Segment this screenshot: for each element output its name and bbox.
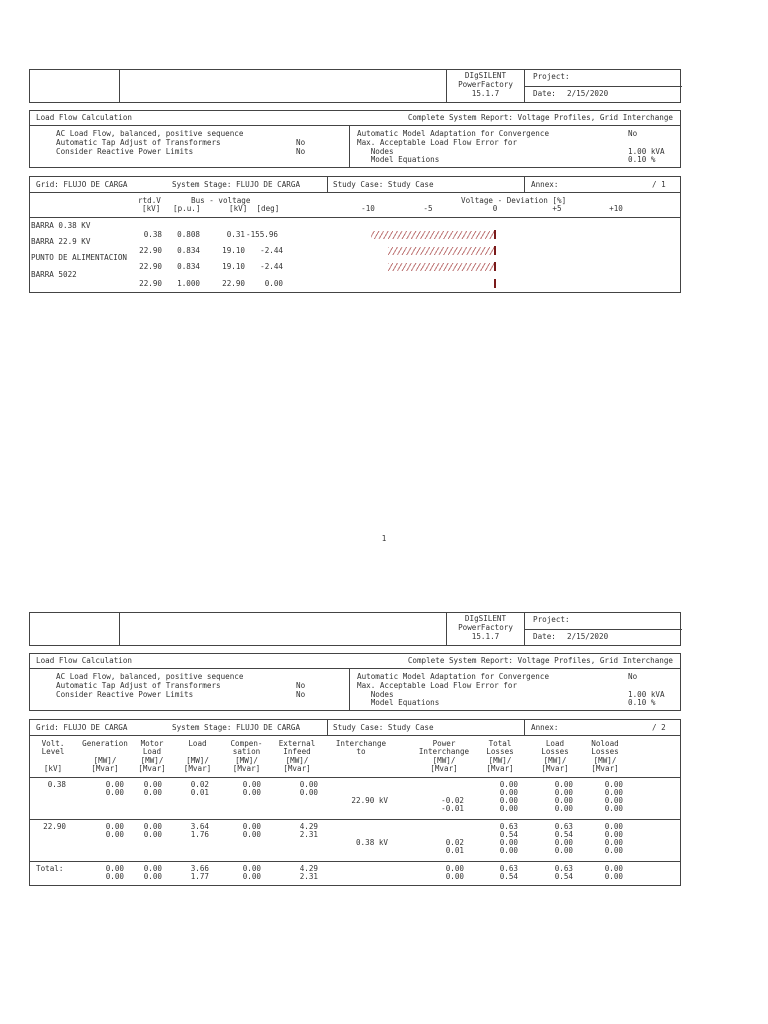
software-version: 15.1.7 xyxy=(471,89,500,98)
column-header: [kV] xyxy=(43,763,63,773)
setting-value: No xyxy=(296,681,306,690)
calc-title: Load Flow Calculation xyxy=(36,113,133,122)
comp-mw: 0.00 xyxy=(242,780,261,789)
total-comp-mvar: 0.00 xyxy=(242,872,261,881)
setting-label: Max. Acceptable Load Flow Error for xyxy=(357,138,518,147)
column-header: Total xyxy=(488,739,512,748)
total-label: Total: xyxy=(36,864,64,873)
bus-pu: 0.808 xyxy=(177,230,200,239)
bus-kv: 19.10 xyxy=(222,262,245,271)
column-header: [MW]/ xyxy=(235,755,258,765)
setting-value: No xyxy=(296,147,306,156)
report-title: Complete System Report: Voltage Profiles, Grid Interchange xyxy=(407,656,673,665)
volt-level: 22.90 xyxy=(43,822,66,831)
deviation-marker xyxy=(494,246,496,255)
total-load-mw: 3.66 xyxy=(190,864,209,873)
bus-deg: -2.44 xyxy=(260,262,283,271)
software-name: DIgSILENT xyxy=(464,614,507,623)
column-header: [Mvar] xyxy=(430,763,458,773)
setting-label: Automatic Tap Adjust of Transformers xyxy=(56,681,221,690)
bus-deg: -2.44 xyxy=(260,246,283,255)
setting-label: Consider Reactive Power Limits xyxy=(56,690,194,699)
total_losses-value: 0.00 xyxy=(499,780,518,789)
bus-deg: 0.00 xyxy=(264,279,283,288)
setting-value: 0.10 % xyxy=(628,698,656,707)
column-header: [MW]/ xyxy=(488,755,512,765)
total_losses-value: 0.00 xyxy=(499,838,518,847)
deviation-bar xyxy=(388,263,495,271)
bus-rtdv: 22.90 xyxy=(139,262,162,271)
total-infeed-mw: 4.29 xyxy=(299,864,318,873)
noload_losses-value: 0.00 xyxy=(604,846,623,855)
load-mvar: 1.76 xyxy=(190,830,209,839)
load-mvar: 0.01 xyxy=(190,788,209,797)
total_losses-value: 0.63 xyxy=(499,822,518,831)
motor-mvar: 0.00 xyxy=(143,830,162,839)
column-header: [MW]/ xyxy=(432,755,456,765)
interchange-to: 22.90 kV xyxy=(351,796,388,805)
total_losses-value: 0.54 xyxy=(499,830,518,839)
comp-mvar: 0.00 xyxy=(242,788,261,797)
grid-label: Grid: FLUJO DE CARGA xyxy=(36,723,128,732)
column-header: Load xyxy=(188,739,207,748)
setting-label: Automatic Model Adaptation for Convergence xyxy=(357,129,550,138)
bus-pu: 0.834 xyxy=(177,246,200,255)
total-load_losses-mvar: 0.54 xyxy=(554,872,573,881)
scale-tick: +5 xyxy=(552,204,562,213)
setting-label: Nodes xyxy=(357,147,394,156)
power-interchange-mw: -0.02 xyxy=(441,796,464,805)
column-header: to xyxy=(356,747,366,757)
study-case-label: Study Case: Study Case xyxy=(333,180,434,189)
column-header: Compen- xyxy=(230,739,263,748)
setting-label: AC Load Flow, balanced, positive sequence xyxy=(56,129,244,138)
deviation-marker xyxy=(494,279,496,288)
total-generation-mw: 0.00 xyxy=(105,864,124,873)
column-header: [Mvar] xyxy=(91,763,119,773)
total-comp-mw: 0.00 xyxy=(242,864,261,873)
infeed-mw: 0.00 xyxy=(299,780,318,789)
study-case-label: Study Case: Study Case xyxy=(333,723,434,732)
power-interchange-mvar: 0.01 xyxy=(445,846,464,855)
col-kv-deg-unit: [kV] [deg] xyxy=(229,204,280,213)
software-product: PowerFactory xyxy=(458,623,513,632)
project-label: Project: xyxy=(533,615,570,624)
system-stage-label: System Stage: FLUJO DE CARGA xyxy=(172,723,301,732)
column-header: Interchange xyxy=(418,747,470,757)
column-header: [Mvar] xyxy=(541,763,569,773)
bus-kv: 19.10 xyxy=(222,246,245,255)
setting-label: Model Equations xyxy=(357,155,440,164)
motor-mvar: 0.00 xyxy=(143,788,162,797)
column-header: [Mvar] xyxy=(486,763,514,773)
report-title: Complete System Report: Voltage Profiles, Grid Interchange xyxy=(407,113,673,122)
scale-tick: -10 xyxy=(361,204,375,213)
setting-label: Model Equations xyxy=(357,698,440,707)
noload_losses-value: 0.00 xyxy=(604,796,623,805)
column-header: Losses xyxy=(541,747,569,757)
column-header: [MW]/ xyxy=(543,755,567,765)
total-load_losses-mw: 0.63 xyxy=(554,864,573,873)
load-mw: 3.64 xyxy=(190,822,209,831)
deviation-marker xyxy=(494,230,496,239)
date-label: Date: xyxy=(533,632,556,641)
bus-kv: 0.31 xyxy=(226,230,245,239)
system-stage-label: System Stage: FLUJO DE CARGA xyxy=(172,180,301,189)
bus-name: PUNTO DE ALIMENTACION xyxy=(31,253,128,262)
column-header: [Mvar] xyxy=(138,763,166,773)
load_losses-value: 0.00 xyxy=(554,780,573,789)
total-generation-mvar: 0.00 xyxy=(105,872,124,881)
comp-mw: 0.00 xyxy=(242,822,261,831)
total-motor-mvar: 0.00 xyxy=(143,872,162,881)
col-rtdv-unit: [kV] xyxy=(142,204,161,213)
column-header: External xyxy=(278,739,316,748)
column-header: Losses xyxy=(486,747,514,757)
bus-pu: 0.834 xyxy=(177,262,200,271)
col-pu-unit: [p.u.] xyxy=(173,204,201,213)
annex-page: / 2 xyxy=(652,723,666,732)
column-header: [Mvar] xyxy=(232,763,261,773)
header-box xyxy=(29,612,681,646)
total-power-interchange-mw: 0.00 xyxy=(445,864,464,873)
bus-name: BARRA 0.38 KV xyxy=(31,221,91,230)
noload_losses-value: 0.00 xyxy=(604,838,623,847)
column-header: [MW]/ xyxy=(285,755,309,765)
total_losses-value: 0.00 xyxy=(499,846,518,855)
page-number: 1 xyxy=(381,534,387,543)
noload_losses-value: 0.00 xyxy=(604,780,623,789)
column-header: Noload xyxy=(591,739,619,748)
setting-value: 1.00 kVA xyxy=(628,147,665,156)
total-noload_losses-mw: 0.00 xyxy=(604,864,623,873)
column-header: Power xyxy=(432,739,456,748)
column-header: Generation xyxy=(82,739,128,748)
column-header: Motor xyxy=(140,739,164,748)
column-header: sation xyxy=(232,747,261,757)
total_losses-value: 0.00 xyxy=(499,788,518,797)
infeed-mvar: 0.00 xyxy=(299,788,318,797)
volt-level: 0.38 xyxy=(47,780,66,789)
total_losses-value: 0.00 xyxy=(499,804,518,813)
column-header: [Mvar] xyxy=(283,763,311,773)
comp-mvar: 0.00 xyxy=(242,830,261,839)
deviation-marker xyxy=(494,262,496,271)
column-header: [MW]/ xyxy=(593,755,617,765)
setting-value: 1.00 kVA xyxy=(628,690,665,699)
bus-name: BARRA 5022 xyxy=(31,270,77,279)
column-header: Interchange xyxy=(335,739,387,748)
project-label: Project: xyxy=(533,72,570,81)
software-product: PowerFactory xyxy=(458,80,513,89)
col-rtdv: rtd.V xyxy=(138,196,161,205)
setting-value: No xyxy=(296,690,306,699)
setting-label: Consider Reactive Power Limits xyxy=(56,147,194,156)
date-label: Date: xyxy=(533,89,556,98)
calc-settings-box xyxy=(29,653,681,711)
annex-label: Annex: xyxy=(531,723,559,732)
column-header: Level xyxy=(41,747,65,757)
noload_losses-value: 0.00 xyxy=(604,804,623,813)
date-value: 2/15/2020 xyxy=(567,632,609,641)
load_losses-value: 0.63 xyxy=(554,822,573,831)
deviation-bar xyxy=(371,231,495,239)
load_losses-value: 0.00 xyxy=(554,846,573,855)
bus-rtdv: 22.90 xyxy=(139,279,162,288)
column-header: Infeed xyxy=(283,747,311,757)
total-total_losses-mw: 0.63 xyxy=(499,864,518,873)
load_losses-value: 0.00 xyxy=(554,838,573,847)
motor-mw: 0.00 xyxy=(143,780,162,789)
column-header: [MW]/ xyxy=(186,755,209,765)
column-header: Losses xyxy=(591,747,619,757)
generation-mvar: 0.00 xyxy=(105,788,124,797)
load_losses-value: 0.54 xyxy=(554,830,573,839)
calc-settings-box xyxy=(29,110,681,168)
grid-label: Grid: FLUJO DE CARGA xyxy=(36,180,128,189)
total-load-mvar: 1.77 xyxy=(190,872,209,881)
setting-label: AC Load Flow, balanced, positive sequence xyxy=(56,672,244,681)
noload_losses-value: 0.00 xyxy=(604,830,623,839)
bus-pu: 1.000 xyxy=(177,279,200,288)
scale-tick: -5 xyxy=(423,204,433,213)
load_losses-value: 0.00 xyxy=(554,804,573,813)
load_losses-value: 0.00 xyxy=(554,796,573,805)
col-bus-voltage: Bus - voltage xyxy=(191,196,251,205)
setting-label: Automatic Tap Adjust of Transformers xyxy=(56,138,221,147)
setting-value: No xyxy=(296,138,306,147)
bus-rtdv: 0.38 xyxy=(143,230,162,239)
column-header: [Mvar] xyxy=(183,763,212,773)
setting-label: Automatic Model Adaptation for Convergence xyxy=(357,672,550,681)
power-interchange-mw: 0.02 xyxy=(445,838,464,847)
load_losses-value: 0.00 xyxy=(554,788,573,797)
col-deviation: Voltage - Deviation [%] xyxy=(461,196,567,205)
calc-title: Load Flow Calculation xyxy=(36,656,133,665)
load-mw: 0.02 xyxy=(190,780,209,789)
setting-value: No xyxy=(628,672,638,681)
column-header: [MW]/ xyxy=(140,755,164,765)
column-header: [Mvar] xyxy=(591,763,619,773)
bus-name: BARRA 22.9 KV xyxy=(31,237,91,246)
generation-mw: 0.00 xyxy=(105,822,124,831)
total-infeed-mvar: 2.31 xyxy=(299,872,318,881)
deviation-bar xyxy=(388,247,495,255)
column-header: Load xyxy=(545,739,565,748)
date-value: 2/15/2020 xyxy=(567,89,609,98)
infeed-mw: 4.29 xyxy=(299,822,318,831)
total-power-interchange-mvar: 0.00 xyxy=(445,872,464,881)
annex-label: Annex: xyxy=(531,180,559,189)
noload_losses-value: 0.00 xyxy=(604,788,623,797)
power-interchange-mvar: -0.01 xyxy=(441,804,464,813)
noload_losses-value: 0.00 xyxy=(604,822,623,831)
generation-mw: 0.00 xyxy=(105,780,124,789)
grid-interchange-box xyxy=(29,719,681,886)
column-header: Volt. xyxy=(41,739,65,748)
generation-mvar: 0.00 xyxy=(105,830,124,839)
bus-rtdv: 22.90 xyxy=(139,246,162,255)
scale-tick: +10 xyxy=(609,204,623,213)
total-noload_losses-mvar: 0.00 xyxy=(604,872,623,881)
scale-tick: 0 xyxy=(492,204,498,213)
infeed-mvar: 2.31 xyxy=(299,830,318,839)
column-header: [MW]/ xyxy=(93,755,117,765)
column-header: Load xyxy=(142,747,162,757)
setting-label: Nodes xyxy=(357,690,394,699)
annex-page: / 1 xyxy=(652,180,666,189)
software-version: 15.1.7 xyxy=(471,632,500,641)
setting-value: No xyxy=(628,129,638,138)
total-total_losses-mvar: 0.54 xyxy=(499,872,518,881)
interchange-to: 0.38 kV xyxy=(355,838,388,847)
bus-kv: 22.90 xyxy=(222,279,245,288)
motor-mw: 0.00 xyxy=(143,822,162,831)
setting-value: 0.10 % xyxy=(628,155,656,164)
software-name: DIgSILENT xyxy=(464,71,507,80)
setting-label: Max. Acceptable Load Flow Error for xyxy=(357,681,518,690)
bus-deg: -155.96 xyxy=(246,230,279,239)
total-motor-mw: 0.00 xyxy=(143,864,162,873)
header-box xyxy=(29,69,681,103)
voltage-profile-box xyxy=(29,176,681,293)
total_losses-value: 0.00 xyxy=(499,796,518,805)
